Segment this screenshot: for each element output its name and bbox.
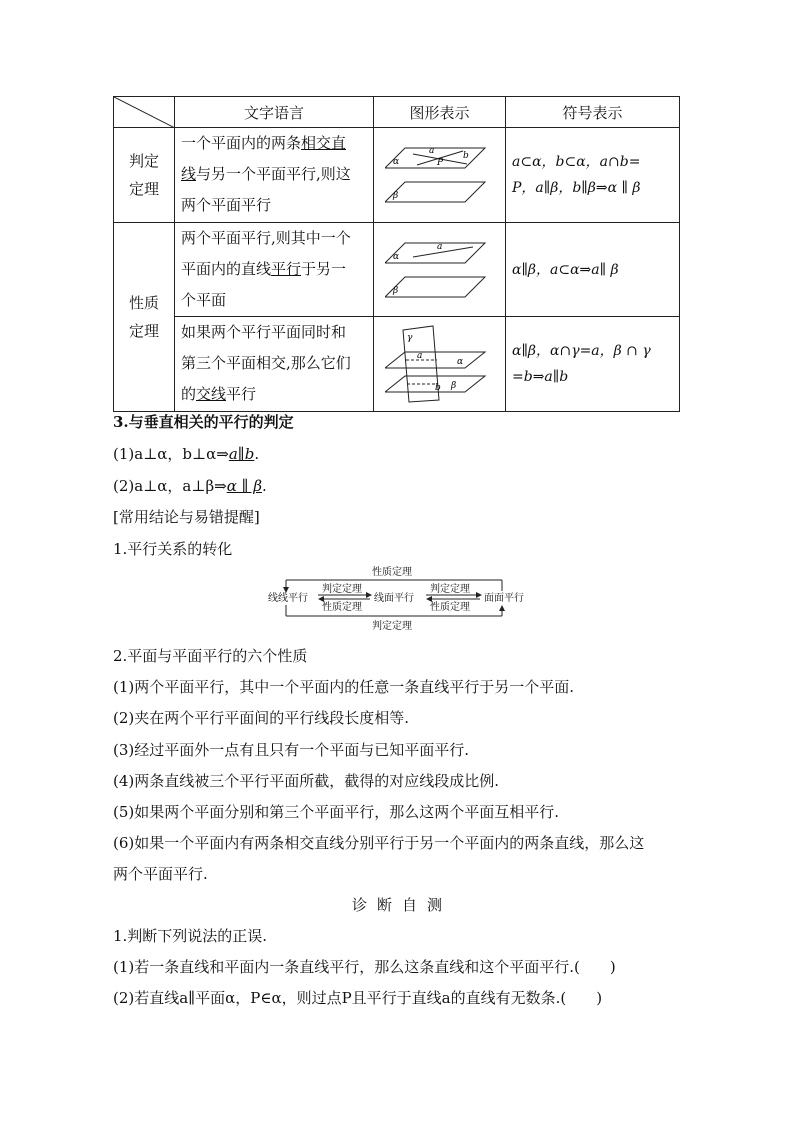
svg-text:α: α bbox=[392, 157, 399, 167]
header-text-language: 文字语言 bbox=[175, 97, 374, 128]
svg-text:b: b bbox=[462, 151, 469, 161]
corner-cell bbox=[114, 97, 175, 128]
header-symbol: 符号表示 bbox=[506, 97, 680, 128]
parallel-planes-line-figure bbox=[385, 235, 495, 305]
diagnosis-title: 诊断自测 bbox=[352, 896, 453, 914]
conclusions-header: [常用结论与易错提醒] bbox=[113, 508, 260, 526]
property-4: (4)两条直线被三个平行平面所截，截得的对应线段成比例. bbox=[113, 772, 500, 790]
row2-symbol: α∥β，a⊂α⇒a∥ β bbox=[506, 223, 680, 317]
answer-blank-1: a∥b bbox=[228, 445, 255, 463]
svg-text:β: β bbox=[450, 381, 456, 391]
diagnosis-q1: 1.判断下列说法的正误. bbox=[113, 927, 268, 945]
intersecting-lines-planes-figure bbox=[385, 140, 495, 210]
property-1: (1)两个平面平行，其中一个平面内的任意一条直线平行于另一个平面. bbox=[113, 678, 575, 696]
parallel-theorem-table bbox=[113, 96, 680, 412]
section3-title: 3.与垂直相关的平行的判定 bbox=[113, 413, 294, 431]
property-5: (5)如果两个平面分别和第三个平面平行，那么这两个平面互相平行. bbox=[113, 803, 560, 821]
answer-blank-2: α ∥ β bbox=[226, 477, 262, 495]
svg-text:判定定理: 判定定理 bbox=[322, 584, 362, 595]
svg-text:β: β bbox=[392, 191, 398, 201]
third-plane-intersection-figure bbox=[385, 324, 495, 404]
flow-node-line-line: 线线平行 bbox=[268, 593, 308, 604]
row1-symbol: a⊂α，b⊂α，a∩b= P，a∥β，b∥β⇒α ∥ β bbox=[506, 128, 680, 223]
svg-text:P: P bbox=[436, 158, 443, 168]
svg-text:性质定理: 性质定理 bbox=[430, 602, 470, 613]
svg-text:β: β bbox=[392, 285, 398, 296]
flow-node-plane-plane: 面面平行 bbox=[484, 593, 524, 604]
conclusions-item2: 2.平面与平面平行的六个性质 bbox=[113, 647, 308, 665]
category-property: 性质 定理 bbox=[114, 223, 175, 412]
row3-symbol: α∥β，α∩γ=a，β ∩ γ =b⇒a∥b bbox=[506, 317, 680, 412]
property-2: (2)夹在两个平行平面间的平行线段长度相等. bbox=[113, 709, 410, 727]
row2-diagram bbox=[374, 223, 506, 317]
svg-text:b: b bbox=[434, 383, 441, 393]
property-6-line1: (6)如果一个平面内有两条相交直线分别平行于另一个平面内的两条直线，那么这 bbox=[113, 834, 645, 852]
svg-text:a: a bbox=[416, 351, 422, 361]
svg-text:α: α bbox=[456, 357, 463, 367]
svg-text:a: a bbox=[428, 146, 434, 156]
flow-top-label: 性质定理 bbox=[372, 567, 412, 578]
flow-bottom-label: 判定定理 bbox=[372, 621, 412, 632]
svg-text:α: α bbox=[392, 251, 399, 262]
header-diagram: 图形表示 bbox=[374, 97, 506, 128]
svg-text:γ: γ bbox=[406, 333, 412, 343]
svg-text:性质定理: 性质定理 bbox=[322, 602, 362, 613]
category-judgment: 判定 定理 bbox=[114, 128, 175, 223]
section3-item2: (2)a⊥α，a⊥β⇒α ∥ β. bbox=[113, 477, 267, 495]
parallel-transform-flow-diagram bbox=[262, 563, 534, 633]
property-3: (3)经过平面外一点有且只有一个平面与已知平面平行. bbox=[113, 741, 470, 759]
diagnosis-q1-1: (1)若一条直线和平面内一条直线平行，那么这条直线和这个平面平行.( ) bbox=[113, 958, 616, 976]
property-6-line2: 两个平面平行. bbox=[113, 865, 208, 883]
svg-text:判定定理: 判定定理 bbox=[430, 584, 470, 595]
conclusions-item1: 1.平行关系的转化 bbox=[113, 540, 233, 558]
row3-text: 如果两个平行平面同时和 第三个平面相交,那么它们 的交线平行 bbox=[175, 317, 374, 412]
flow-node-line-plane: 线面平行 bbox=[374, 593, 414, 604]
section3-item1: (1)a⊥α，b⊥α⇒a∥b. bbox=[113, 445, 260, 463]
row3-diagram bbox=[374, 317, 506, 412]
diagonal-divider bbox=[114, 97, 175, 128]
svg-text:a: a bbox=[436, 241, 442, 252]
diagnosis-q1-2: (2)若直线a∥平面α，P∈α，则过点P且平行于直线a的直线有无数条.( ) bbox=[113, 989, 603, 1007]
row1-text: 一个平面内的两条相交直 线与另一个平面平行,则这 两个平面平行 bbox=[175, 128, 374, 223]
row2-text: 两个平面平行,则其中一个 平面内的直线平行于另一 个平面 bbox=[175, 223, 374, 317]
row1-diagram bbox=[374, 128, 506, 223]
